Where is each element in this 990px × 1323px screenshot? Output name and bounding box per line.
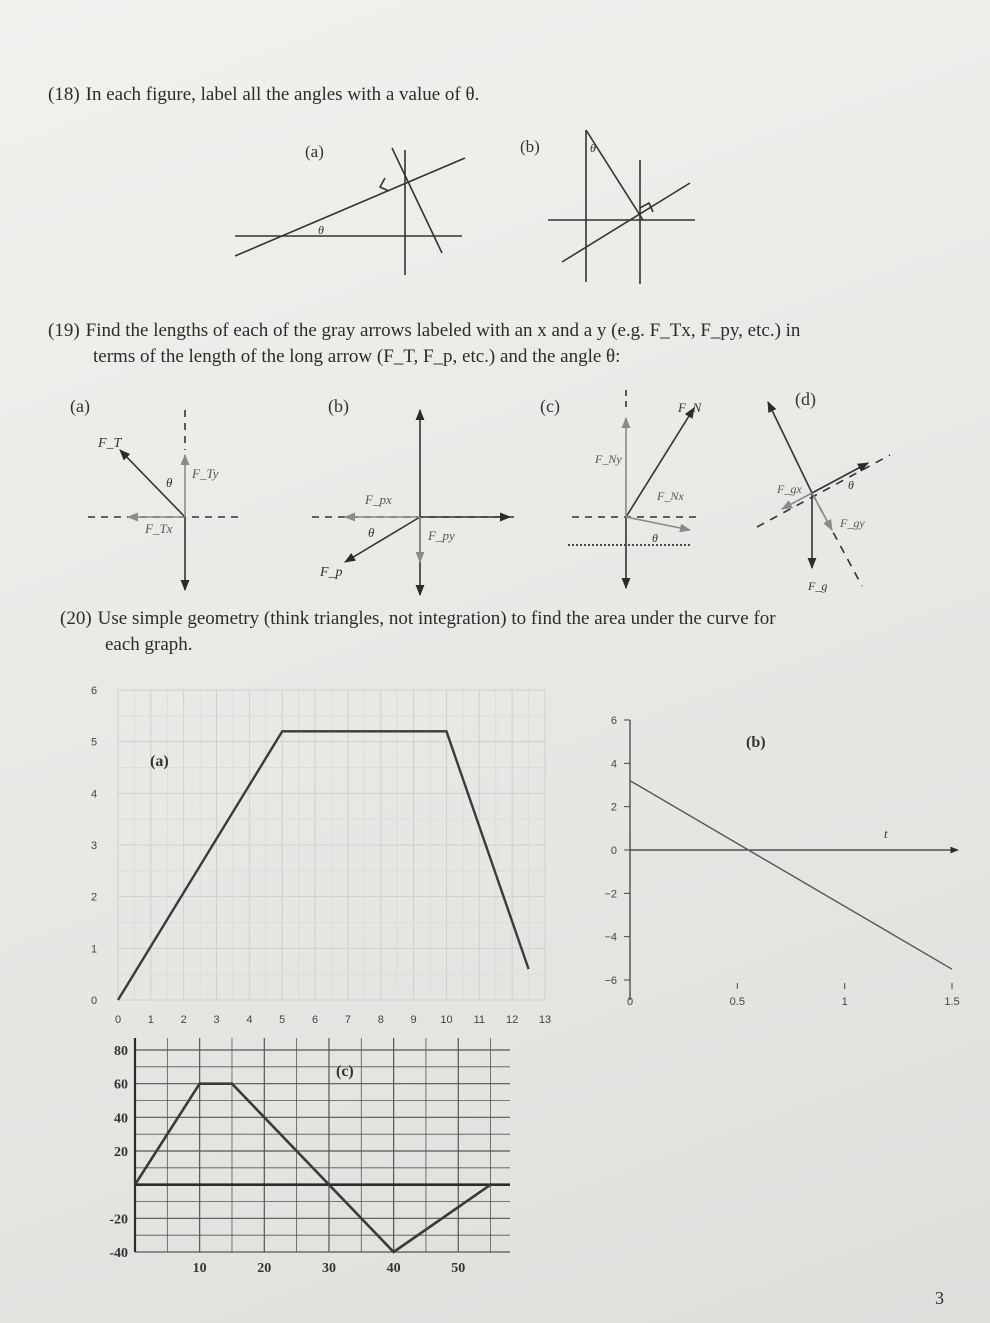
question-text-line2: each graph. xyxy=(105,633,193,655)
q19-figure-b xyxy=(312,396,520,595)
chart-a-ticks xyxy=(91,685,551,1026)
y-tick-label: 4 xyxy=(610,758,617,771)
y-component-label: F_py xyxy=(428,528,455,543)
y-tick-label: 1 xyxy=(90,943,98,956)
x-tick-label: 1.5 xyxy=(944,996,960,1008)
y-tick-label: 6 xyxy=(90,685,98,697)
chart-b xyxy=(604,715,959,1008)
up-arrow xyxy=(768,402,812,493)
question-text-line2: terms of the length of the long arrow (F_T, F_p, etc.) and the angle θ: xyxy=(93,345,621,367)
y-tick-label: 60 xyxy=(114,1077,128,1093)
angle-label: θ xyxy=(368,525,375,540)
y-component-label: F_gy xyxy=(840,516,865,530)
q19-figure-d xyxy=(757,389,890,593)
x-component-label: F_Nx xyxy=(657,489,684,503)
x-tick-label: 7 xyxy=(344,1014,351,1026)
q19-figure-a xyxy=(70,396,240,590)
figure-label: (a) xyxy=(70,396,90,416)
y-tick-label: 80 xyxy=(114,1044,128,1059)
y-component-label: F_Ty xyxy=(192,466,219,481)
x-component-label: F_Tx xyxy=(145,521,173,536)
figure-label: (d) xyxy=(795,389,816,409)
y-tick-label: 2 xyxy=(610,801,617,814)
perpendicular-line xyxy=(562,183,690,262)
y-tick-label: −6 xyxy=(604,975,617,987)
y-tick-label: 6 xyxy=(610,715,617,727)
long-arrow-label: F_p xyxy=(320,565,343,580)
question-text-line1: Use simple geometry (think triangles, not integration) to find the area under the curve for xyxy=(97,608,776,629)
x-tick-label: 0.5 xyxy=(729,996,745,1008)
chart-a-grid xyxy=(118,690,545,1000)
figure-label: (a) xyxy=(305,142,324,161)
angle-label: θ xyxy=(318,223,324,237)
figure-label: (c) xyxy=(540,396,560,416)
x-tick-label: 6 xyxy=(312,1014,319,1026)
long-arrow-label: F_T xyxy=(98,436,122,451)
long-arrow-label: F_g xyxy=(808,579,828,593)
x-tick-label: 5 xyxy=(279,1014,286,1026)
x-component-label: F_gx xyxy=(777,482,802,496)
chart-c xyxy=(109,1038,510,1276)
y-component-arrow xyxy=(812,493,832,530)
q18-figure-a xyxy=(235,142,465,275)
question-number: (18) xyxy=(48,84,80,105)
y-tick-label: 3 xyxy=(90,840,98,852)
question-number: (19) xyxy=(48,320,80,341)
question-text: In each figure, label all the angles with a value of θ. xyxy=(85,84,480,105)
long-arrow-label: F_N xyxy=(678,400,702,415)
chart-b-title: (b) xyxy=(746,734,766,751)
x-tick-label: 0 xyxy=(626,996,634,1008)
x-component-arrow xyxy=(626,517,690,530)
question-text-line1: Find the lengths of each of the gray arrows labeled with an x and a y (e.g. F_Tx, F_py, etc.) in xyxy=(85,320,801,341)
x-tick-label: 2 xyxy=(180,1014,187,1026)
x-tick-label: 20 xyxy=(257,1261,272,1276)
y-tick-label: -20 xyxy=(109,1212,128,1228)
long-arrow xyxy=(345,517,420,562)
chart-a-series-line xyxy=(118,731,529,1000)
y-tick-label: 0 xyxy=(610,845,617,857)
x-tick-label: 10 xyxy=(440,1014,453,1026)
chart-b-ticks xyxy=(604,715,959,1008)
y-component-label: F_Ny xyxy=(595,452,622,466)
chart-c-title: (c) xyxy=(336,1063,354,1080)
figure-label: (b) xyxy=(328,396,349,416)
q18-figure-b xyxy=(520,130,695,284)
figure-label: (b) xyxy=(520,137,540,156)
x-tick-label: 1 xyxy=(841,996,848,1008)
page-number: 3 xyxy=(935,1288,944,1308)
angle-label: θ xyxy=(166,475,173,490)
y-tick-label: 2 xyxy=(90,891,98,904)
chart-a xyxy=(91,685,551,1026)
incline-arrow xyxy=(812,463,868,493)
x-tick-label: 4 xyxy=(246,1014,253,1026)
x-tick-label: 12 xyxy=(506,1014,519,1026)
y-tick-label: 5 xyxy=(90,736,98,749)
q19-figure-c xyxy=(540,390,702,588)
perpendicular-line xyxy=(392,148,442,253)
chart-b-series-line xyxy=(630,781,952,970)
x-tick-label: 30 xyxy=(321,1261,336,1276)
y-tick-label: -40 xyxy=(109,1246,128,1261)
right-angle-marker xyxy=(380,178,389,191)
x-tick-label: 1 xyxy=(147,1014,154,1026)
angle-label: θ xyxy=(848,478,854,492)
x-tick-label: 40 xyxy=(386,1261,401,1276)
y-tick-label: −2 xyxy=(604,888,617,901)
chart-b-x-axis-label: t xyxy=(884,826,888,841)
chart-c-grid xyxy=(135,1038,510,1252)
angle-label: θ xyxy=(590,141,596,155)
x-component-label: F_px xyxy=(365,492,392,507)
x-tick-label: 50 xyxy=(451,1261,466,1276)
slanted-line xyxy=(235,158,465,256)
question-number: (20) xyxy=(60,608,92,629)
y-tick-label: −4 xyxy=(604,931,617,944)
x-tick-label: 11 xyxy=(473,1014,486,1026)
x-tick-label: 10 xyxy=(192,1261,207,1276)
long-arrow xyxy=(120,450,185,517)
angle-label: θ xyxy=(652,531,658,545)
chart-a-title: (a) xyxy=(150,753,169,770)
y-tick-label: 40 xyxy=(114,1111,128,1127)
x-tick-label: 8 xyxy=(377,1014,384,1026)
x-tick-label: 13 xyxy=(538,1014,552,1026)
y-tick-label: 20 xyxy=(114,1145,128,1160)
y-tick-label: 0 xyxy=(90,995,98,1007)
x-tick-label: 0 xyxy=(114,1014,122,1026)
y-tick-label: 4 xyxy=(90,788,98,801)
chart-c-ticks xyxy=(109,1044,465,1276)
x-tick-label: 9 xyxy=(410,1014,417,1026)
x-tick-label: 3 xyxy=(213,1014,220,1026)
